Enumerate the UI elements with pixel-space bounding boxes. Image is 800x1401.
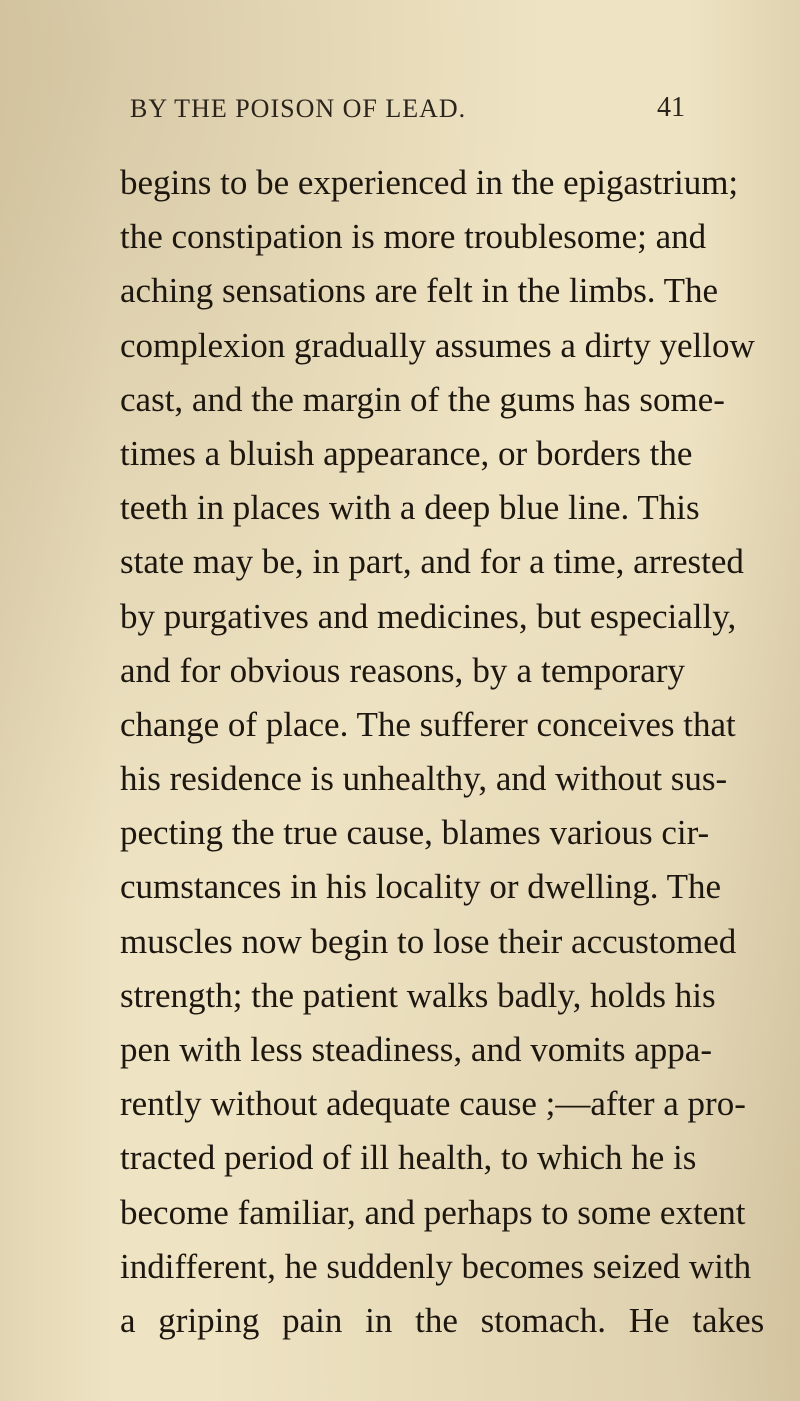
- text-line: a griping pain in the stomach. He takes: [120, 1300, 765, 1340]
- text-line: rently without adequate cause ;—after a pro-: [120, 1084, 746, 1124]
- page-number: 41: [657, 92, 685, 123]
- text-line: complexion gradually assumes a dirty yellow: [120, 325, 755, 365]
- text-line: indifferent, he suddenly becomes seized with: [120, 1246, 752, 1286]
- text-line: begins to be experienced in the epigastrium;: [120, 163, 739, 202]
- running-title: BY THE POISON OF LEAD.: [130, 94, 467, 123]
- text-line: become familiar, and perhaps to some extent: [120, 1192, 746, 1232]
- text-line: state may be, in part, and for a time, arrested: [120, 542, 744, 582]
- text-line: aching sensations are felt in the limbs. The: [120, 271, 719, 311]
- text-line: muscles now begin to lose their accustomed: [120, 921, 737, 961]
- text-line: pecting the true cause, blames various cir-: [120, 813, 710, 853]
- text-line: pen with less steadiness, and vomits appa-: [120, 1030, 712, 1069]
- body-text: [120, 156, 765, 1348]
- running-head: [130, 94, 685, 134]
- text-line: change of place. The sufferer conceives that: [120, 704, 736, 744]
- text-line: by purgatives and medicines, but especially,: [120, 596, 737, 636]
- text-line: times a bluish appearance, or borders the: [120, 433, 693, 473]
- text-line: strength; the patient walks badly, holds his: [120, 975, 716, 1015]
- text-line: tracted period of ill health, to which he is: [120, 1138, 697, 1178]
- text-line: cumstances in his locality or dwelling. The: [120, 867, 722, 907]
- text-line: cast, and the margin of the gums has some-: [120, 379, 725, 419]
- text-line: the constipation is more troublesome; and: [120, 217, 707, 257]
- text-line: teeth in places with a deep blue line. This: [120, 488, 700, 528]
- text-line: his residence is unhealthy, and without sus-: [120, 759, 728, 799]
- text-line: and for obvious reasons, by a temporary: [120, 650, 685, 690]
